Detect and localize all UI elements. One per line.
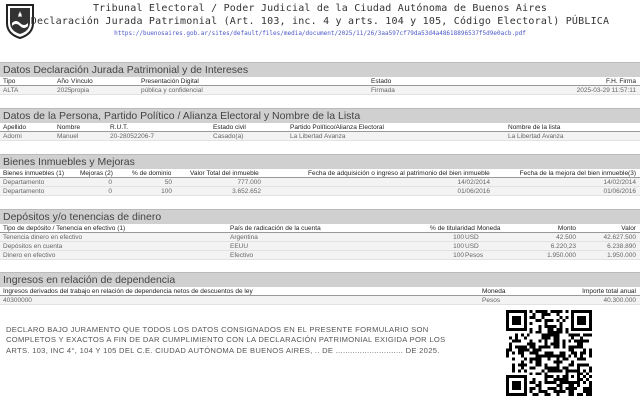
col-titularidad: % de titularidad	[430, 225, 475, 232]
col-fecha-mejora: Fecha de la mejora del bien inmueble(3)	[519, 170, 636, 177]
col-mejoras: Mejoras (2)	[80, 170, 113, 177]
col-valor: Valor	[621, 225, 636, 232]
col-fecha-adquisicion: Fecha de adquisición o ingreso al patrimonio del bien inmueble	[308, 170, 490, 177]
document-title: Declaración Jurada Patrimonial (Art. 103, inc. 4 y arts. 104 y 105, Código Electoral) PÚBLICA	[30, 16, 610, 27]
col-monto: Monto	[557, 225, 576, 232]
table-row: Departamento 0 100 3.652.652 01/06/2016 01/06/2016	[0, 187, 640, 196]
table-row: Dinero en efectivo Efectivo 100 Pesos 1.950.000 1.950.000	[0, 251, 640, 260]
col-lista: Nombre de la lista	[508, 124, 561, 131]
col-rut: R.U.T.	[110, 124, 129, 131]
table-row: ALTA 2025 propia pública y confidencial Firmada 2025-03-29 11:57:11	[0, 86, 640, 95]
section-title: Datos de la Persona, Partido Político / Alianza Electoral y Nombre de la Lista	[0, 108, 640, 123]
col-dominio: % de dominio	[132, 170, 172, 177]
col-ingresos: Ingresos derivados del trabajo en relación de dependencia netos de descuentos de ley	[3, 288, 253, 295]
document-header	[0, 0, 640, 44]
section-person-data	[0, 108, 640, 141]
col-presentacion: Presentación Digital	[141, 78, 199, 85]
table-header-row	[0, 287, 640, 296]
col-estado-civil: Estado civil	[213, 124, 246, 131]
table-row: Departamento 0 50 777.000 14/02/2014 14/02/2014	[0, 178, 640, 187]
col-fh-firma: F.H. Firma	[606, 78, 636, 85]
table-header-row	[0, 123, 640, 132]
section-title: Bienes Inmuebles y Mejoras	[0, 154, 640, 169]
col-valor-total: Valor Total del inmueble	[190, 170, 259, 177]
qr-code-icon	[506, 310, 592, 396]
table-row: Tenencia dinero en efectivo Argentina 100 USD 42.500 42.627.500	[0, 233, 640, 242]
table-row: 40300000 Pesos 40.300.000	[0, 296, 640, 305]
table-header-row	[0, 169, 640, 178]
document-url-link[interactable]: https://buenosaires.gob.ar/sites/default/files/media/document/2025/11/26/3aa597cf79da53d4a48618896537f5d9e0acb.pdf	[114, 30, 526, 37]
col-nombre: Nombre	[57, 124, 81, 131]
col-partido: Partido Político/Alianza Electoral	[290, 124, 384, 131]
section-declaration-data	[0, 62, 640, 95]
col-pais: País de radicación de la cuenta	[230, 225, 321, 232]
col-inmuebles: Bienes inmuebles (1)	[3, 170, 65, 177]
col-tipo: Tipo	[3, 78, 16, 85]
col-tipo-deposito: Tipo de depósito / Tenencia en efectivo (1)	[3, 225, 126, 232]
court-name: Tribunal Electoral / Poder Judicial de la Ciudad Autónoma de Buenos Aires	[92, 3, 548, 14]
sworn-declaration-text: DECLARO BAJO JURAMENTO QUE TODOS LOS DATOS CONSIGNADOS EN EL PRESENTE FORMULARIO SON COMPLETOS Y EXACTOS A FIN DE DAR CUMPLIMIENTO CON LA DECLARACIÓN PATRIMONIAL EXIGIDA POR LOS ARTS. 103, INC 4°, 104 Y 105 DEL C.E. CIUDAD AUTÓNOMA DE BUENOS AIRES, .. DE ............................ DE 2025.	[6, 325, 446, 355]
section-real-estate	[0, 154, 640, 196]
col-estado: Estado	[371, 78, 392, 85]
col-apellido: Apellido	[3, 124, 27, 131]
col-moneda: Moneda	[477, 225, 501, 232]
section-title: Datos Declaración Jurada Patrimonial y de Intereses	[0, 62, 640, 77]
col-vinculo: Vínculo	[71, 78, 93, 85]
table-header-row	[0, 224, 640, 233]
section-title: Ingresos en relación de dependencia	[0, 272, 640, 287]
col-moneda: Moneda	[482, 288, 506, 295]
section-employment-income	[0, 272, 640, 305]
section-deposits	[0, 209, 640, 260]
col-anio: Año	[57, 78, 69, 85]
col-importe: Importe total anual	[582, 288, 636, 295]
table-row: Adorni Manuel 20-28052206-7 Casado(a) La Libertad Avanza La Libertad Avanza	[0, 132, 640, 141]
table-row: Depósitos en cuenta EEUU 100 USD 6.220,23 6.238.890	[0, 242, 640, 251]
section-title: Depósitos y/o tenencias de dinero	[0, 209, 640, 224]
table-header-row	[0, 77, 640, 86]
